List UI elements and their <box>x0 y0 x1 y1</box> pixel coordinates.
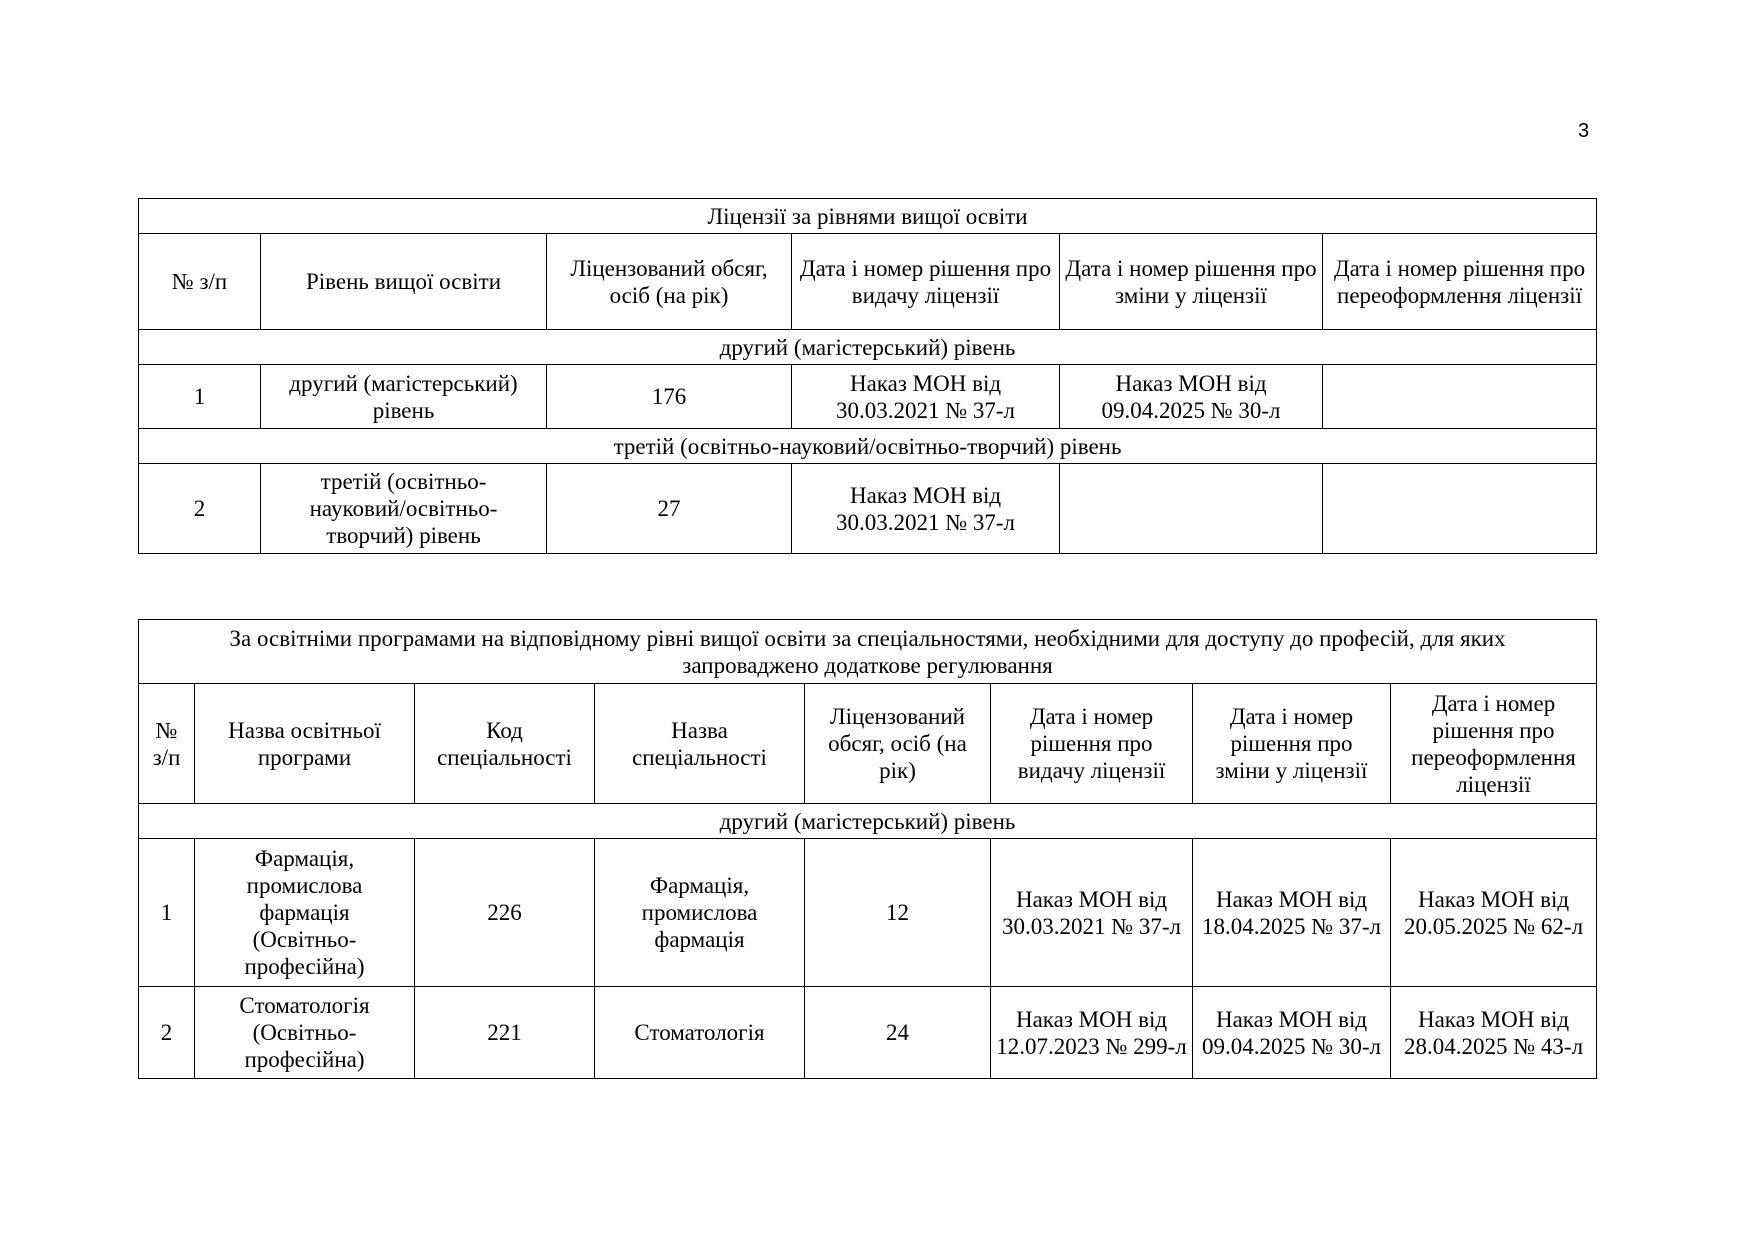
table-cell: Наказ МОН від 30.03.2021 № 37-л <box>792 365 1060 429</box>
table-row <box>139 365 1597 429</box>
table-cell <box>1323 365 1597 429</box>
table-cell: 2 <box>139 987 195 1079</box>
table-cell: 24 <box>805 987 991 1079</box>
table-cell: 2 <box>139 464 261 554</box>
table-cell: Наказ МОН від 20.05.2025 № 62-л <box>1391 839 1597 987</box>
table-cell: третій (освітньо-науковий/освітньо-творчий) рівень <box>261 464 547 554</box>
licenses-by-level-table <box>138 198 1597 554</box>
table-row <box>139 839 1597 987</box>
column-header: Код спеціальності <box>415 684 595 804</box>
table-cell: Наказ МОН від 28.04.2025 № 43-л <box>1391 987 1597 1079</box>
table-title: За освітніми програмами на відповідному рівні вищої освіти за спеціальностями, необхідними для доступу до професій, для яких запроваджено додаткове регулювання <box>139 620 1597 684</box>
table-cell: Наказ МОН від 12.07.2023 № 299-л <box>991 987 1193 1079</box>
level-heading: третій (освітньо-науковий/освітньо-творчий) рівень <box>139 429 1597 464</box>
page-number: 3 <box>1578 120 1590 142</box>
column-header: Рівень вищої освіти <box>261 234 547 330</box>
table-cell: Наказ МОН від 09.04.2025 № 30-л <box>1060 365 1323 429</box>
table-cell: Наказ МОН від 09.04.2025 № 30-л <box>1193 987 1391 1079</box>
column-header: Назва освітньої програми <box>195 684 415 804</box>
column-header: Дата і номер рішення про видачу ліцензії <box>991 684 1193 804</box>
table-cell: Наказ МОН від 18.04.2025 № 37-л <box>1193 839 1391 987</box>
table-cell <box>1323 464 1597 554</box>
table-cell: 221 <box>415 987 595 1079</box>
column-header: Дата і номер рішення про видачу ліцензії <box>792 234 1060 330</box>
table-cell: 176 <box>547 365 792 429</box>
table-cell: Фармація, промислова фармація <box>595 839 805 987</box>
table-cell <box>1060 464 1323 554</box>
table-cell: Стоматологія <box>595 987 805 1079</box>
table-cell: 1 <box>139 839 195 987</box>
column-header: Дата і номер рішення про переоформлення ліцензії <box>1323 234 1597 330</box>
table-cell: другий (магістерський) рівень <box>261 365 547 429</box>
column-header: Ліцензований обсяг, осіб (на рік) <box>547 234 792 330</box>
column-header: № з/п <box>139 684 195 804</box>
table-cell: 12 <box>805 839 991 987</box>
column-header: Назва спеціальності <box>595 684 805 804</box>
table-cell: 27 <box>547 464 792 554</box>
table-row <box>139 464 1597 554</box>
column-header: Дата і номер рішення про зміни у ліцензії <box>1193 684 1391 804</box>
table-title: Ліцензії за рівнями вищої освіти <box>139 199 1597 234</box>
licenses-by-program-table <box>138 619 1597 1079</box>
level-heading: другий (магістерський) рівень <box>139 330 1597 365</box>
table-row <box>139 987 1597 1079</box>
table-cell: 226 <box>415 839 595 987</box>
level-heading: другий (магістерський) рівень <box>139 804 1597 839</box>
column-header: Ліцензований обсяг, осіб (на рік) <box>805 684 991 804</box>
column-header: № з/п <box>139 234 261 330</box>
column-header: Дата і номер рішення про зміни у ліцензії <box>1060 234 1323 330</box>
table-cell: Стоматологія (Освітньо-професійна) <box>195 987 415 1079</box>
table-cell: Наказ МОН від 30.03.2021 № 37-л <box>991 839 1193 987</box>
column-header: Дата і номер рішення про переоформлення ліцензії <box>1391 684 1597 804</box>
table-cell: 1 <box>139 365 261 429</box>
table-cell: Фармація, промислова фармація (Освітньо-професійна) <box>195 839 415 987</box>
table-cell: Наказ МОН від 30.03.2021 № 37-л <box>792 464 1060 554</box>
